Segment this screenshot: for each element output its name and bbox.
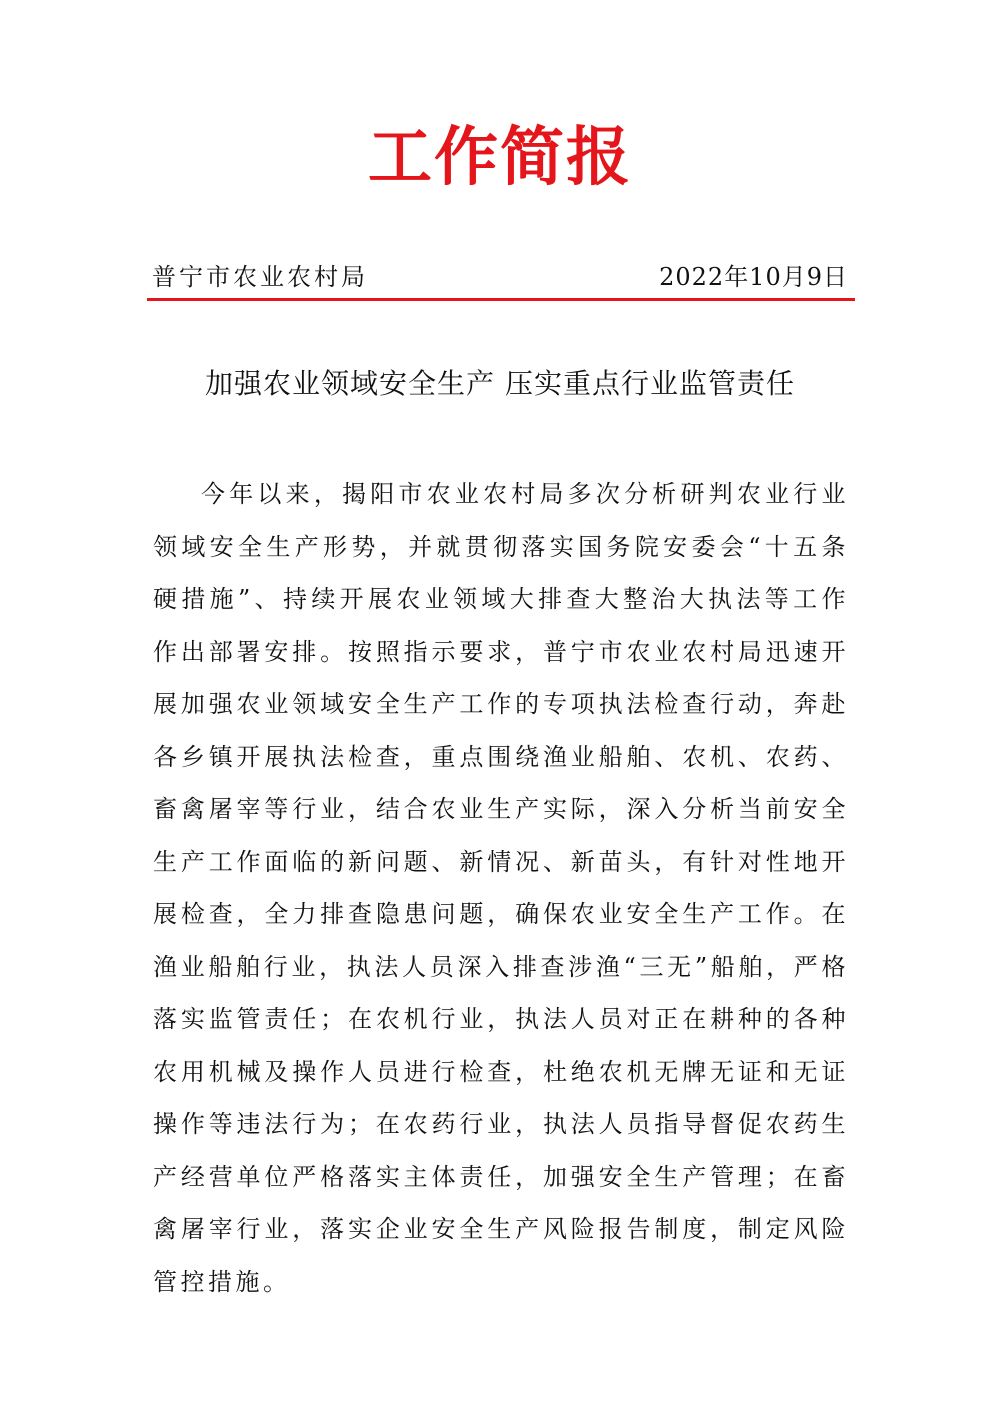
issuer-name: 普宁市农业农村局: [152, 263, 368, 291]
masthead-title: 工作简报: [368, 120, 632, 195]
article-body: 今年以来，揭阳市农业农村局多次分析研判农业行业领域安全生产形势，并就贯彻落实国务院安委会“十五条硬措施”、持续开展农业领域大排查大整治大执法等工作作出部署安排。按照指示要求，普宁市农业农村局迅速开展加强农业领域安全生产工作的专项执法检查行动，奔赴各乡镇开展执法检查，重点围绕渔业船舶、农机、农药、畜禽屠宰等行业，结合农业生产实际，深入分析当前安全生产工作面临的新问题、新情况、新苗头，有针对性地开展检查，全力排查隐患问题，确保农业安全生产工作。在渔业船舶行业，执法人员深入排查涉渔“三无”船舶，严格落实监管责任；在农机行业，执法人员对正在耕种的各种农用机械及操作人员进行检查，杜绝农机无牌无证和无证操作等违法行为；在农药行业，执法人员指导督促农药生产经营单位严格落实主体责任，加强安全生产管理；在畜禽屠宰行业，落实企业安全生产风险报告制度，制定风险管控措施。: [153, 480, 849, 1296]
red-divider-line: [147, 298, 855, 301]
issue-date: 2022年10月9日: [659, 263, 848, 291]
issuer-date-row: [152, 262, 848, 296]
article-headline: 加强农业领域安全生产 压实重点行业监管责任: [205, 367, 795, 400]
